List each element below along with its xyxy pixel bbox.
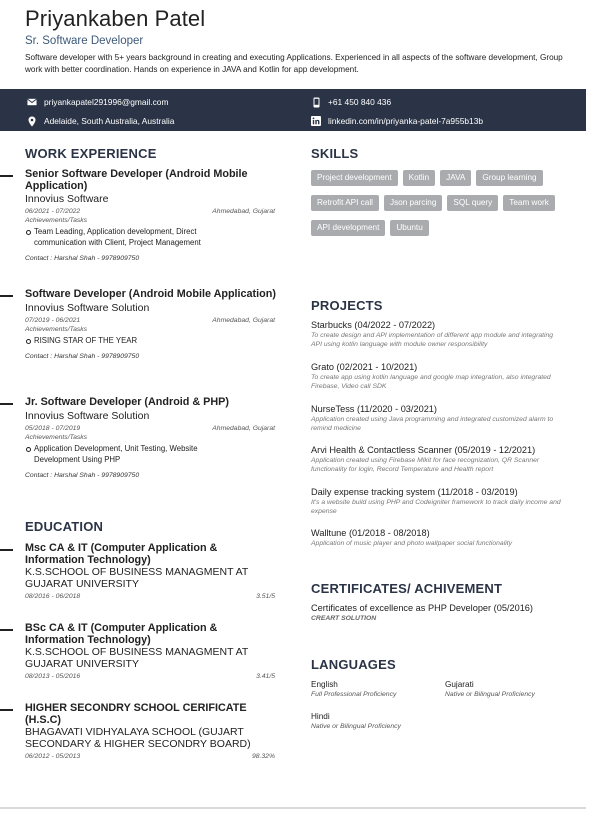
skill-chip: Ubuntu [390,220,428,236]
job-dates: 06/2021 - 07/2022 [25,208,81,215]
project-description: Application created using Java programming and integrated customized alarm to remind medicine [311,416,554,432]
task-item: RISING STAR OF THE YEAR [25,335,235,346]
project-title: Daily expense tracking system (11/2018 - 03/2019) [311,487,518,497]
phone-icon [311,97,321,107]
job-location: Ahmedabad, Gujarat [212,316,275,324]
phone-text: +61 450 840 436 [328,97,392,107]
language-name: Gujarati [445,680,474,689]
project-entry [311,404,571,433]
education-entry [0,543,285,600]
job-title: Senior Software Developer (Android Mobile Application) [25,168,248,192]
project-title: Starbucks (04/2022 - 07/2022) [311,320,436,330]
certificate-entry [311,603,571,623]
education-meta [25,673,275,680]
degree-title: Msc CA & IT (Computer Application & Information Technology) [25,542,218,566]
envelope-icon [27,97,37,107]
education-meta [25,593,275,600]
job-contact: Contact : Harshal Shah - 9978909750 [25,255,140,262]
project-entry [311,487,571,516]
project-description: To create design and API implementation of different app module and integrating API using kotlin language with module owner responsibility [311,332,554,348]
language-name: Hindi [311,712,330,721]
project-title: Walltune (01/2018 - 08/2018) [311,528,430,538]
skill-chip: JAVA [440,170,471,186]
language-entry [311,680,396,698]
education-dates: 06/2012 - 05/2013 [25,753,81,760]
job-contact: Contact : Harshal Shah - 9978909750 [25,352,140,360]
skill-chip: Kotlin [403,170,435,186]
task-list [25,335,285,346]
job-entry [0,169,285,262]
job-location: Ahmedabad, Gujarat [212,424,275,432]
language-entry [311,712,401,730]
achievements-label: Achievements/Tasks [25,325,88,333]
email-text: priyankapatel291996@gmail.com [44,97,169,107]
entry-dash [0,709,13,711]
job-company: Innovius Software [25,193,109,205]
education-grade: 3.51/5 [256,593,275,600]
education-dates: 08/2016 - 06/2018 [25,593,81,600]
job-dates: 05/2018 - 07/2019 [25,424,81,432]
project-entry [311,320,571,349]
task-item: Team Leading, Application development, Direct communication with Client, Project Management [25,226,235,248]
skill-chip: SQL query [447,195,498,211]
school-name: K.S.SCHOOL OF BUSINESS MANAGMENT AT GUJARAT UNIVERSITY [25,646,249,670]
education-grade: 98.32% [251,753,275,760]
project-description: To create app using kotlin language and google map integration, also integrated Firebase, Video call SDK [311,374,551,390]
project-entry [311,362,571,391]
entry-dash [0,175,13,177]
entry-dash [0,549,13,551]
job-meta [25,208,275,215]
skill-chip: Json parcing [384,195,442,211]
page-bottom-border [0,807,586,809]
task-list [25,226,285,248]
certificates-heading: CERTIFICATES/ ACHIVEMENT [311,581,503,596]
skills-list [311,170,571,245]
skill-chip: Group learning [476,170,542,186]
school-name: K.S.SCHOOL OF BUSINESS MANAGMENT AT GUJARAT UNIVERSITY [25,566,249,590]
job-company: Innovius Software Solution [25,409,150,422]
candidate-name: Priyankaben Patel [25,6,206,31]
education-entry [0,623,285,680]
job-dates: 07/2019 - 06/2021 [25,316,81,324]
project-description: Application of music player and photo wallpaper social functionality [311,540,512,547]
education-entry [0,703,285,760]
language-level: Full Professional Proficiency [311,691,397,698]
certificate-title: Certificates of excellence as PHP Developer (05/2016) [311,603,533,613]
contact-location [27,116,174,126]
languages-heading: LANGUAGES [311,657,396,672]
location-pin-icon [27,116,37,126]
entry-dash [0,295,13,297]
achievements-label: Achievements/Tasks [25,433,88,441]
education-grade: 3.41/5 [256,673,275,680]
job-meta [25,425,275,432]
job-meta [25,317,275,324]
language-level: Native or Bilingual Proficiency [311,723,401,730]
summary-text: Software developer with 5+ years background in creating and executing Applications. Experienced in all aspects of the software development, Group work with better coordination. Hands on experience in JAVA and Kotlin for app development. [25,53,563,74]
project-title: Arvi Health & Contactless Scanner (05/2019 - 12/2021) [311,445,536,455]
project-title: NurseTess (11/2020 - 03/2021) [311,404,437,414]
school-name: BHAGAVATI VIDHYALAYA SCHOOL (GUJART SECONDARY & HIGHER SECONDRY BOARD) [25,726,251,750]
project-entry [311,445,571,474]
language-name: English [311,680,338,689]
task-item: Application Development, Unit Testing, Website Development Using PHP [25,443,235,465]
education-heading: EDUCATION [25,519,104,534]
work-experience-heading: WORK EXPERIENCE [25,146,157,161]
skill-chip: Retrofit API call [311,195,379,211]
education-dates: 08/2013 - 05/2016 [25,673,81,680]
skills-heading: SKILLS [311,146,359,161]
project-entry [311,528,571,548]
contact-bar [0,89,586,131]
task-list [25,443,285,465]
degree-title: BSc CA & IT (Computer Application & Information Technology) [25,622,218,646]
language-entry [445,680,535,698]
contact-phone[interactable] [311,97,391,107]
achievements-label: Achievements/Tasks [25,217,88,224]
entry-dash [0,403,13,405]
project-title: Grato (02/2021 - 10/2021) [311,362,418,372]
education-meta [25,753,275,760]
linkedin-text: linkedin.com/in/priyanka-patel-7a955b13b [328,116,484,126]
candidate-role: Sr. Software Developer [25,35,144,47]
project-description: Application created using Firebase Mlkit for face recognization, QR Scanner functionality for login, Record Temperature and Health report [311,457,540,473]
certificate-issuer: CREART SOLUTION [311,615,377,622]
contact-linkedin[interactable] [311,116,483,126]
resume-header [25,6,565,76]
job-company: Innovius Software Solution [25,301,150,314]
job-entry [0,289,285,360]
skill-chip: Team work [503,195,555,211]
job-location: Ahmedabad, Gujarat [212,208,275,215]
language-level: Native or Bilingual Proficiency [445,691,535,698]
contact-email[interactable] [27,97,168,107]
job-contact: Contact : Harshal Shah - 9978909750 [25,471,140,479]
projects-heading: PROJECTS [311,298,383,313]
linkedin-icon [311,116,321,126]
project-description: It's a website build using PHP and Codeigniter framework to track daily income and expense [311,499,561,515]
job-entry [0,397,285,479]
location-text: Adelaide, South Australia, Australia [44,116,175,126]
skill-chip: Project development [311,170,398,186]
job-title: Software Developer (Android Mobile Application) [25,288,276,300]
degree-title: HIGHER SECONDRY SCHOOL CERIFICATE (H.S.C) [25,702,247,726]
skill-chip: API development [311,220,385,236]
job-title: Jr. Software Developer (Android & PHP) [25,396,229,408]
entry-dash [0,629,13,631]
